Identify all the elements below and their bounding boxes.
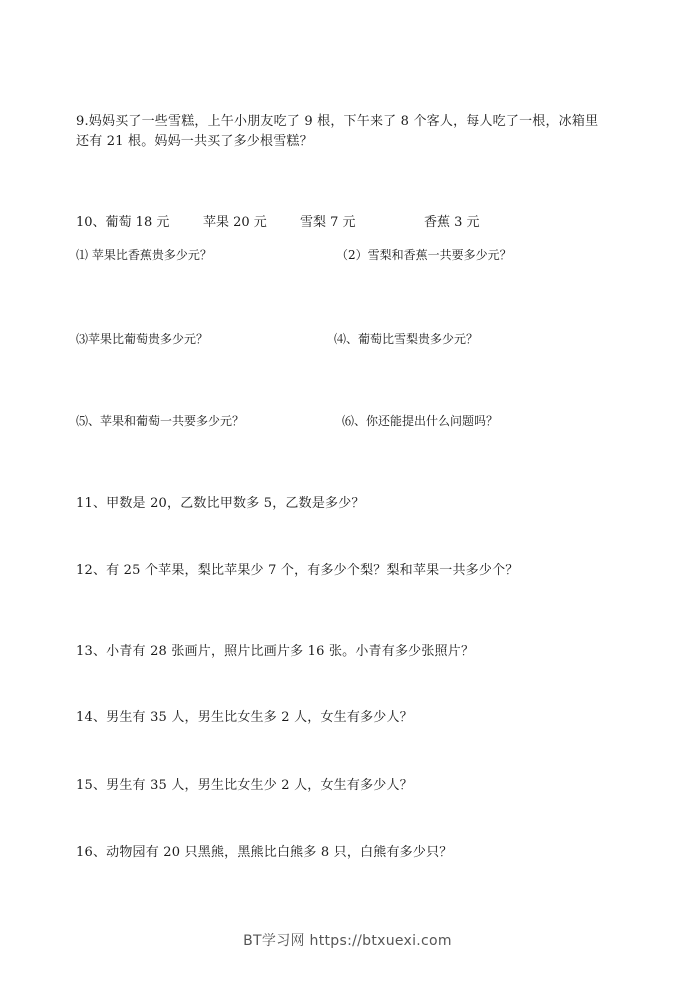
question-10-sub-2: （2）雪梨和香蕉一共要多少元？	[336, 248, 512, 262]
question-10-price-apples: 苹果 20 元	[203, 215, 267, 230]
question-10-sub-4: ⑷、葡萄比雪梨贵多少元？	[334, 332, 479, 346]
question-16: 16、动物园有 20 只黑熊，黑熊比白熊多 8 只，白熊有多少只？	[76, 845, 453, 860]
question-10-price-grapes: 10、葡萄 18 元	[76, 215, 170, 230]
question-11: 11、甲数是 20，乙数比甲数多 5，乙数是多少？	[76, 496, 365, 511]
question-9-line-1: 9.妈妈买了一些雪糕，上午小朋友吃了 9 根，下午来了 8 个客人，每人吃了一根，冰箱里	[76, 114, 599, 129]
question-10-sub-1: ⑴ 苹果比香蕉贵多少元？	[76, 248, 212, 262]
question-9-line-2: 还有 21 根。妈妈一共买了多少根雪糕？	[76, 134, 313, 149]
question-14: 14、男生有 35 人，男生比女生多 2 人，女生有多少人？	[76, 710, 413, 725]
footer-watermark: BT学习网 https://btxuexi.com	[243, 933, 452, 949]
question-10-sub-6: ⑹、你还能提出什么问题吗？	[342, 414, 499, 428]
question-10-price-pears: 雪梨 7 元	[300, 215, 356, 230]
question-10-sub-3: ⑶苹果比葡萄贵多少元？	[76, 332, 209, 346]
question-13: 13、小青有 28 张画片，照片比画片多 16 张。小青有多少张照片？	[76, 644, 475, 659]
question-10-price-bananas: 香蕉 3 元	[424, 215, 480, 230]
question-12: 12、有 25 个苹果，梨比苹果少 7 个，有多少个梨？梨和苹果一共多少个？	[76, 563, 519, 578]
question-15: 15、男生有 35 人，男生比女生少 2 人，女生有多少人？	[76, 778, 413, 793]
question-10-sub-5: ⑸、苹果和葡萄一共要多少元？	[76, 414, 245, 428]
